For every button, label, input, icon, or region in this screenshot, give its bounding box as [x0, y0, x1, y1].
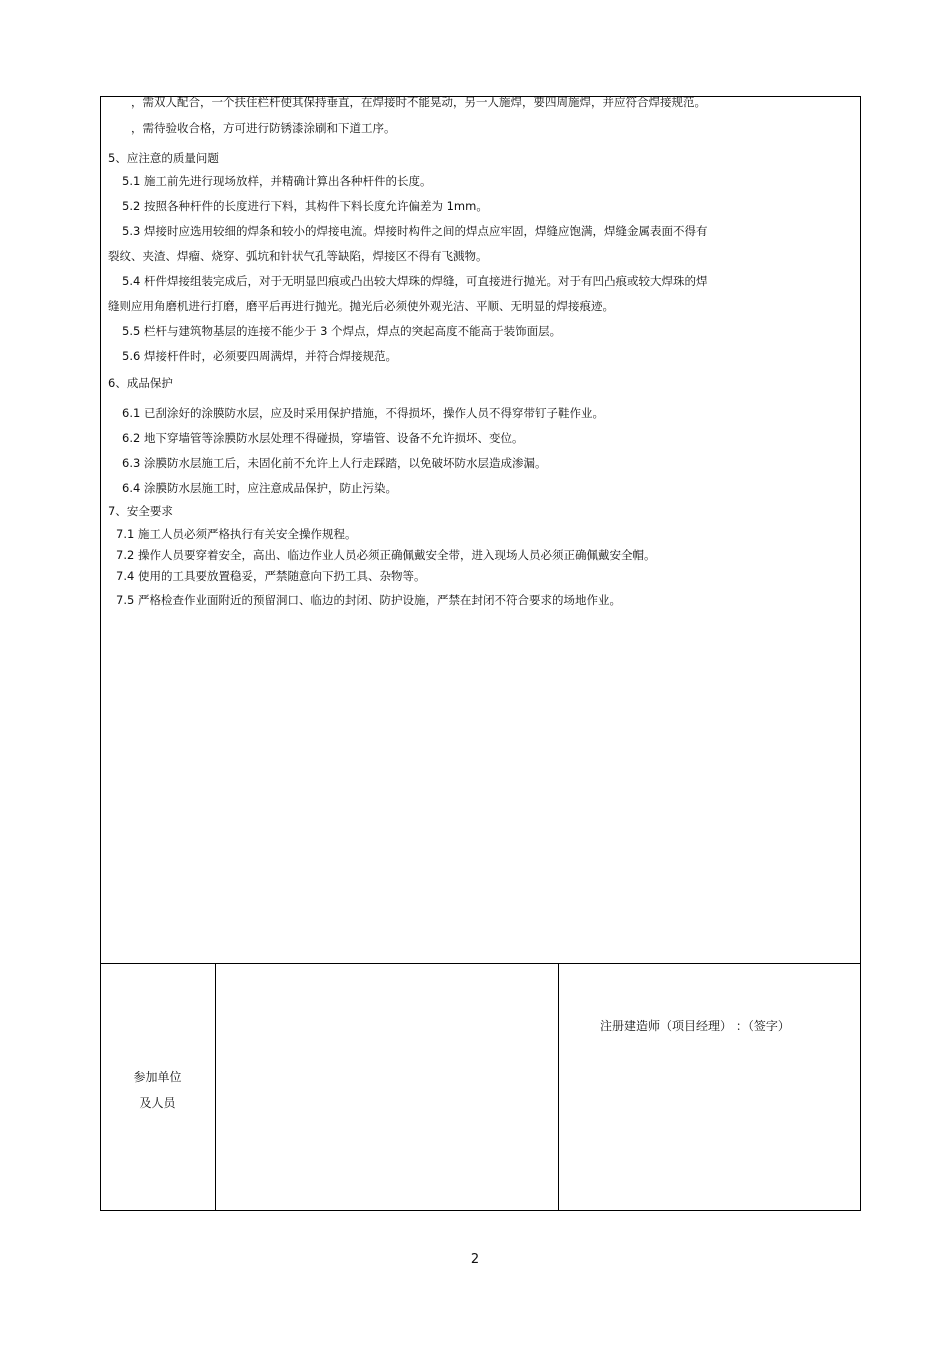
- participants-label-line1: 参加单位: [133, 1070, 182, 1084]
- text-line: ，需双人配合，一个扶住栏杆使其保持垂直，在焊接时不能晃动，另一人施焊，要四周施焊，并应符合焊接规范。: [131, 95, 706, 109]
- participants-label-line2: 及人员: [139, 1096, 176, 1110]
- text-line: 7.4 使用的工具要放置稳妥，严禁随意向下扔工具、杂物等。: [116, 569, 426, 583]
- section-heading: 6、成品保护: [108, 376, 173, 390]
- text-line: 6.3 涂膜防水层施工后，未固化前不允许上人行走踩踏，以免破坏防水层造成渗漏。: [122, 456, 547, 470]
- text-line: 5.5 栏杆与建筑物基层的连接不能少于 3 个焊点，焊点的突起高度不能高于装饰面层。: [122, 324, 562, 338]
- text-line: 5.3 焊接时应选用较细的焊条和较小的焊接电流。焊接时构件之间的焊点应牢固，焊缝应饱满，焊缝金属表面不得有: [122, 224, 708, 238]
- text-line: 6.1 已刮涂好的涂膜防水层，应及时采用保护措施，不得损坏，操作人员不得穿带钉子鞋作业。: [122, 406, 604, 420]
- table-divider: [558, 963, 559, 1211]
- page-number: 2: [470, 1252, 480, 1267]
- text-line: 缝则应用角磨机进行打磨，磨平后再进行抛光。抛光后必须使外观光洁、平顺、无明显的焊接痕迹。: [108, 299, 614, 313]
- text-line: 5.1 施工前先进行现场放样，并精确计算出各种杆件的长度。: [122, 174, 432, 188]
- participants-label: [100, 963, 215, 1211]
- section-heading: 7、安全要求: [108, 504, 173, 518]
- text-line: 裂纹、夹渣、焊瘤、烧穿、弧坑和针状气孔等缺陷，焊接区不得有飞溅物。: [108, 249, 488, 263]
- text-line: 7.1 施工人员必须严格执行有关安全操作规程。: [116, 527, 357, 541]
- text-line: 6.2 地下穿墙管等涂膜防水层处理不得碰损，穿墙管、设备不允许损坏、变位。: [122, 431, 524, 445]
- section-heading: 5、应注意的质量问题: [108, 151, 219, 165]
- text-line: 5.2 按照各种杆件的长度进行下料，其构件下料长度允许偏差为 1mm。: [122, 199, 488, 213]
- text-line: 7.2 操作人员要穿着安全，高出、临边作业人员必须正确佩戴安全带，进入现场人员必须正确佩戴安全帽。: [116, 548, 656, 562]
- table-divider: [215, 963, 216, 1211]
- text-line: 7.5 严格检查作业面附近的预留洞口、临边的封闭、防护设施，严禁在封闭不符合要求的场地作业。: [116, 593, 621, 607]
- text-line: 6.4 涂膜防水层施工时，应注意成品保护，防止污染。: [122, 481, 397, 495]
- text-line: ，需待验收合格，方可进行防锈漆涂刷和下道工序。: [131, 121, 396, 135]
- text-line: 5.6 焊接杆件时，必须要四周满焊，并符合焊接规范。: [122, 349, 397, 363]
- text-line: 5.4 杆件焊接组装完成后，对于无明显凹痕或凸出较大焊珠的焊缝，可直接进行抛光。对于有凹凸痕或较大焊珠的焊: [122, 274, 708, 288]
- signer-label: 注册建造师（项目经理） ：（签字）: [600, 1019, 790, 1033]
